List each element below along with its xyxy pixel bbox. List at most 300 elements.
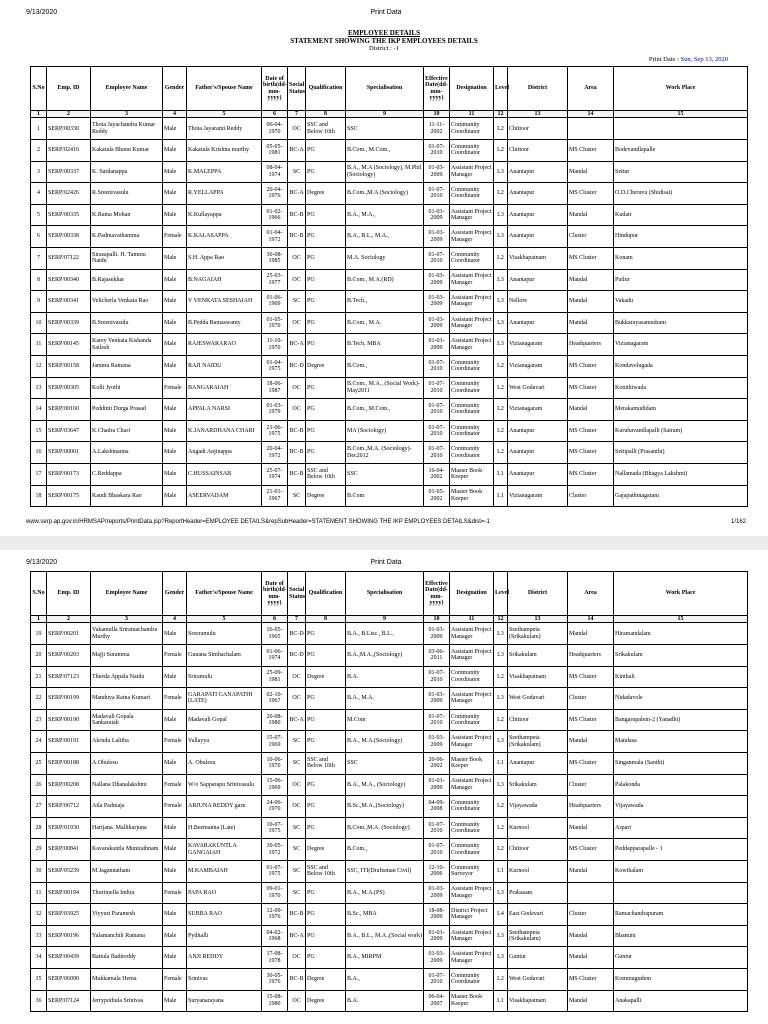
- table-cell: 09-01-1970: [262, 882, 288, 904]
- table-cell: [614, 118, 748, 140]
- table-row: [31, 709, 748, 731]
- table-cell: Degree: [306, 990, 346, 1012]
- table-cell: Male: [163, 420, 187, 442]
- table-cell: OC: [288, 399, 306, 421]
- table-cell: Hindupur: [614, 226, 748, 248]
- table-cell: BC-A: [288, 140, 306, 162]
- table-cell: 01-03-2009: [424, 925, 450, 947]
- table-cell: PG: [306, 709, 346, 731]
- table-cell: PG: [306, 140, 346, 162]
- table-cell: Community Coordinator: [450, 140, 494, 162]
- table-cell: SERP/07124: [47, 990, 91, 1012]
- column-header: Social Status: [288, 572, 306, 616]
- column-header: Work Place: [614, 67, 748, 111]
- table-cell: Bhamini: [614, 925, 748, 947]
- table-cell: SERP/00305: [47, 377, 91, 399]
- table-cell: SSC: [346, 463, 424, 485]
- table-cell: 01-03-2009: [424, 269, 450, 291]
- table-cell: SERP/06712: [47, 796, 91, 818]
- table-cell: L2: [494, 399, 508, 421]
- table-cell: Gunana Simhachalam: [187, 645, 262, 667]
- table-cell: B.Sc., MBA: [346, 904, 424, 926]
- table-cell: SERP/00341: [47, 291, 91, 313]
- table-cell: Male: [163, 442, 187, 464]
- table-cell: Peddinti Durga Prasad: [91, 399, 163, 421]
- table-cell: 01-06-1969: [262, 291, 288, 313]
- table-row: [31, 752, 748, 774]
- table-cell: SERP/00208: [47, 774, 91, 796]
- table-cell: Vijayawada: [614, 796, 748, 818]
- table-cell: SERP/00188: [47, 752, 91, 774]
- table-cell: 01-03-2009: [424, 334, 450, 356]
- table-cell: B.Tech, MBA: [346, 334, 424, 356]
- table-row: [31, 796, 748, 818]
- table-cell: Male: [163, 399, 187, 421]
- table-cell: Anantapur: [508, 752, 568, 774]
- table-cell: Srikakulam: [614, 645, 748, 667]
- table-cell: MS Cluster: [568, 140, 614, 162]
- column-number: 8: [306, 111, 346, 118]
- table-cell: Manduva Ratna Kumari: [91, 688, 163, 710]
- table-cell: 12: [31, 355, 47, 377]
- table-cell: 01-03-2009: [424, 774, 450, 796]
- table-cell: 18: [31, 485, 47, 507]
- table-cell: Bangarupalem-2 (Yanadhi): [614, 709, 748, 731]
- table-cell: Putlur: [614, 269, 748, 291]
- print-date-stamp: 9/13/2020: [26, 9, 58, 16]
- table-cell: 22: [31, 688, 47, 710]
- table-cell: Jerrypothula Srinivas: [91, 990, 163, 1012]
- column-header: Level: [494, 572, 508, 616]
- table-cell: Guntur: [508, 947, 568, 969]
- table-cell: Assistant Project Manager: [450, 291, 494, 313]
- table-cell: Velicherla Venkata Rao: [91, 291, 163, 313]
- table-cell: K.MALEPPA: [187, 161, 262, 183]
- table-cell: L1: [494, 463, 508, 485]
- table-cell: Male: [163, 666, 187, 688]
- table-cell: 01-04-1975: [262, 355, 288, 377]
- table-cell: [614, 882, 748, 904]
- table-cell: Master Book Keeper: [450, 752, 494, 774]
- table-cell: SC: [288, 817, 306, 839]
- table-cell: Degree: [306, 355, 346, 377]
- table-cell: BC-A: [288, 925, 306, 947]
- report-subtitle: STATEMENT SHOWING THE IKP EMPLOYEES DETAILS: [290, 37, 478, 45]
- table-cell: 25: [31, 752, 47, 774]
- column-number: 15: [614, 111, 748, 118]
- table-row: [31, 161, 748, 183]
- table-cell: Harijana. Mallikarjuna: [91, 817, 163, 839]
- table-cell: Male: [163, 247, 187, 269]
- column-header: Area: [568, 572, 614, 616]
- column-header: Effective Date(dd-mm-yyyy): [424, 572, 450, 616]
- table-cell: Angadi Anjinappa: [187, 442, 262, 464]
- table-cell: Assistant Project Manager: [450, 688, 494, 710]
- table-cell: Male: [163, 118, 187, 140]
- table-cell: Community Coordinator: [450, 399, 494, 421]
- table-cell: Female: [163, 645, 187, 667]
- table-row: [31, 925, 748, 947]
- table-cell: PG: [306, 925, 346, 947]
- table-cell: Cluster: [568, 904, 614, 926]
- table-cell: 28: [31, 817, 47, 839]
- table-cell: MS Cluster: [568, 247, 614, 269]
- table-cell: 11: [31, 334, 47, 356]
- table-cell: Degree: [306, 666, 346, 688]
- column-number: 1: [31, 111, 47, 118]
- table-cell: SERP/00439: [47, 947, 91, 969]
- table-cell: BC-B: [288, 204, 306, 226]
- table-cell: Male: [163, 860, 187, 882]
- table-cell: K.Kullayappa: [187, 204, 262, 226]
- column-header: S.No: [31, 67, 47, 111]
- table-cell: Male: [163, 817, 187, 839]
- table-cell: MS Cluster: [568, 377, 614, 399]
- column-number: 4: [163, 111, 187, 118]
- table-cell: S.H. Appa Rao: [187, 247, 262, 269]
- table-cell: Viyyuri Paramesh: [91, 904, 163, 926]
- page-footer: [26, 519, 746, 525]
- table-cell: Seethampeta (Srikakulam): [508, 623, 568, 645]
- table-cell: 15: [31, 420, 47, 442]
- table-cell: C.HUSSAINSAB: [187, 463, 262, 485]
- column-header: Specialisation: [346, 572, 424, 616]
- table-cell: L4: [494, 904, 508, 926]
- table-cell: Anantapur: [508, 161, 568, 183]
- table-cell: K.Padmavathamma: [91, 226, 163, 248]
- table-cell: W/o Sapparapu Srinivasulu: [187, 774, 262, 796]
- table-cell: B.Rajasekhar: [91, 269, 163, 291]
- table-cell: B.A.,: [346, 968, 424, 990]
- column-header: Gender: [163, 67, 187, 111]
- table-cell: SSC: [346, 118, 424, 140]
- table-cell: 13: [31, 377, 47, 399]
- table-cell: SSC: [346, 752, 424, 774]
- table-cell: Visakhapatnam: [508, 247, 568, 269]
- table-cell: L3: [494, 226, 508, 248]
- column-number: 4: [163, 616, 187, 623]
- table-cell: 30-05-1976: [262, 968, 288, 990]
- table-cell: Master Book Keeper: [450, 463, 494, 485]
- table-cell: SSC and Below 10th: [306, 752, 346, 774]
- table-cell: L1: [494, 752, 508, 774]
- table-cell: Male: [163, 839, 187, 861]
- table-cell: SERP/03647: [47, 420, 91, 442]
- table-cell: SERP/00201: [47, 623, 91, 645]
- table-cell: B.A., MIRPM: [346, 947, 424, 969]
- column-number: 11: [450, 616, 494, 623]
- table-cell: SERP/00175: [47, 485, 91, 507]
- table-cell: Settipalli (Prasanthi): [614, 442, 748, 464]
- table-cell: 7: [31, 247, 47, 269]
- column-number: 9: [346, 616, 424, 623]
- table-cell: L2: [494, 666, 508, 688]
- table-cell: 24: [31, 731, 47, 753]
- table-cell: L3: [494, 645, 508, 667]
- table-cell: Seethampeta (Srikakulam): [508, 925, 568, 947]
- table-cell: PG: [306, 420, 346, 442]
- table-cell: PG: [306, 817, 346, 839]
- print-date-value: Sun, Sep 13, 2020: [680, 56, 728, 63]
- table-cell: 34: [31, 947, 47, 969]
- table-row: [31, 904, 748, 926]
- column-number-row: [31, 616, 748, 623]
- table-cell: B.A., M.A.(Sociology): [346, 731, 424, 753]
- table-cell: 20: [31, 645, 47, 667]
- table-cell: 01-03-2009: [424, 291, 450, 313]
- table-cell: Chittoor: [508, 839, 568, 861]
- column-number: 14: [568, 111, 614, 118]
- table-cell: BC-B: [288, 463, 306, 485]
- table-cell: 31: [31, 882, 47, 904]
- table-cell: 23: [31, 709, 47, 731]
- table-cell: SERP/00339: [47, 312, 91, 334]
- table-cell: OC: [288, 774, 306, 796]
- column-header: S.No: [31, 572, 47, 616]
- table-cell: 08-04-1974: [262, 161, 288, 183]
- table-cell: PG: [306, 291, 346, 313]
- table-cell: Thota Jayarami Reddy: [187, 118, 262, 140]
- table-cell: Mandal: [568, 623, 614, 645]
- table-cell: 04-02-1968: [262, 925, 288, 947]
- table-cell: Male: [163, 355, 187, 377]
- table-cell: 01-04-1972: [262, 226, 288, 248]
- table-cell: MS Cluster: [568, 420, 614, 442]
- table-cell: M.Jagannatham: [91, 860, 163, 882]
- table-cell: Nallamada (Bhagya Lakshmi): [614, 463, 748, 485]
- table-cell: Assistant Project Manager: [450, 925, 494, 947]
- table-cell: B.Com.,: [346, 355, 424, 377]
- table-cell: Male: [163, 291, 187, 313]
- table-cell: M.Com: [346, 709, 424, 731]
- table-cell: B.A., M.A.(PS): [346, 882, 424, 904]
- table-cell: SERP/00330: [47, 118, 91, 140]
- table-cell: MS Cluster: [568, 183, 614, 205]
- table-cell: Degree: [306, 839, 346, 861]
- table-cell: 01-03-2009: [424, 161, 450, 183]
- print-date: [649, 56, 728, 63]
- table-cell: 26: [31, 774, 47, 796]
- table-cell: Male: [163, 904, 187, 926]
- table-cell: Male: [163, 463, 187, 485]
- table-cell: SERP/00001: [47, 442, 91, 464]
- table-cell: B.A., B.L., M.A.,(Social work): [346, 925, 424, 947]
- table-cell: 10-06-1970: [262, 752, 288, 774]
- table-cell: 01-07-2010: [424, 442, 450, 464]
- table-cell: MS Cluster: [568, 463, 614, 485]
- table-cell: 01-03-2009: [424, 623, 450, 645]
- table-row: [31, 377, 748, 399]
- table-cell: OC: [288, 796, 306, 818]
- table-cell: B.Com., M.Com.,: [346, 399, 424, 421]
- table-cell: 01-07-2010: [424, 968, 450, 990]
- print-title-2: Print Data: [370, 559, 402, 566]
- table-cell: V VENKATA SESHAIAH: [187, 291, 262, 313]
- table-cell: M.KAMBAIAH: [187, 860, 262, 882]
- table-cell: Cluster: [568, 485, 614, 507]
- table-row: [31, 990, 748, 1012]
- table-cell: Kudair: [614, 204, 748, 226]
- table-cell: Vakamulla Sriramachandra Murthy: [91, 623, 163, 645]
- table-cell: Nallana Dhanalakshmi: [91, 774, 163, 796]
- table-cell: Chittoor: [508, 118, 568, 140]
- table-cell: SERP/00338: [47, 226, 91, 248]
- table-cell: SC: [288, 485, 306, 507]
- table-cell: PG: [306, 947, 346, 969]
- table-cell: Palakonda: [614, 774, 748, 796]
- table-cell: 1: [31, 118, 47, 140]
- table-cell: Sriramulu: [187, 666, 262, 688]
- table-cell: OC: [288, 688, 306, 710]
- table-cell: L2: [494, 140, 508, 162]
- table-cell: Male: [163, 204, 187, 226]
- table-cell: SERP/00190: [47, 709, 91, 731]
- table-cell: Community Coordinator: [450, 709, 494, 731]
- table-cell: PG: [306, 204, 346, 226]
- table-cell: BC-A: [288, 334, 306, 356]
- table-cell: L3: [494, 204, 508, 226]
- table-cell: BC-B: [288, 442, 306, 464]
- table-cell: Vijayawada: [508, 796, 568, 818]
- table-cell: 15-06-1969: [262, 774, 288, 796]
- table-row: [31, 623, 748, 645]
- table-cell: H.Beemanna (Late): [187, 817, 262, 839]
- table-cell: SSC, ITI(Draftsman Civil): [346, 860, 424, 882]
- table-cell: Mandal: [568, 990, 614, 1012]
- table-cell: 01-07-2010: [424, 666, 450, 688]
- table-cell: K. Sardanappa: [91, 161, 163, 183]
- footer-url[interactable]: www.serp.ap.gov.in/HRMSAP/reports/PrintData.jsp?ReportHeader=EMPLOYEE DETAILS&repSubHeader=STATEMENT SHOWING THE IKP EMPLOYEES DETAILS&dist=-1: [26, 519, 490, 525]
- print-page-2: [0, 550, 768, 1024]
- column-number: 5: [187, 111, 262, 118]
- table-cell: Merakamudidam: [614, 399, 748, 421]
- table-cell: L2: [494, 377, 508, 399]
- table-cell: SERP/00335: [47, 204, 91, 226]
- table-cell: Assistant Project Manager: [450, 204, 494, 226]
- table-cell: Male: [163, 161, 187, 183]
- table-cell: B.Com.,M.A. (Sociology)- Dec2012: [346, 442, 424, 464]
- table-cell: L2: [494, 118, 508, 140]
- table-cell: L2: [494, 247, 508, 269]
- table-cell: 20-04-1976: [262, 183, 288, 205]
- table-cell: 15-08-1980: [262, 990, 288, 1012]
- table-cell: 17: [31, 463, 47, 485]
- column-header: Emp. ID: [47, 67, 91, 111]
- table-cell: Assistant Project Manager: [450, 882, 494, 904]
- table-cell: 01-07-2010: [424, 377, 450, 399]
- table-cell: 06-04-2007: [424, 990, 450, 1012]
- table-cell: L2: [494, 355, 508, 377]
- table-cell: 05-05-1981: [262, 140, 288, 162]
- table-row: [31, 291, 748, 313]
- table-cell: Ramachandrapuram: [614, 904, 748, 926]
- table-cell: PG: [306, 226, 346, 248]
- table-cell: Gajapathinagaram: [614, 485, 748, 507]
- table-cell: Battula Badireddy: [91, 947, 163, 969]
- table-cell: Male: [163, 183, 187, 205]
- table-cell: L3: [494, 774, 508, 796]
- print-date-label: Print Date :: [648, 56, 681, 63]
- table-cell: SERP/02416: [47, 140, 91, 162]
- table-cell: Vallayya: [187, 731, 262, 753]
- table-cell: L1: [494, 485, 508, 507]
- column-number: 14: [568, 616, 614, 623]
- column-number: 6: [262, 616, 288, 623]
- table-cell: B.Com.,M.A. (Sociology): [346, 817, 424, 839]
- table-cell: KAVARAKUNTLA GANGAIAH: [187, 839, 262, 861]
- table-cell: Community Coordinator: [450, 666, 494, 688]
- table-cell: 01-05-1970: [262, 312, 288, 334]
- table-cell: 01-07-2010: [424, 140, 450, 162]
- column-header: Qualification: [306, 572, 346, 616]
- report-district: District : -1: [369, 45, 399, 52]
- column-header: Area: [568, 67, 614, 111]
- table-cell: SERP/00203: [47, 645, 91, 667]
- print-title: Print Data: [370, 9, 402, 16]
- column-number-row: [31, 111, 748, 118]
- table-row: [31, 839, 748, 861]
- table-cell: Kurubavandlapalli (Sairam): [614, 420, 748, 442]
- table-cell: 32: [31, 904, 47, 926]
- table-cell: Community Coordinator: [450, 796, 494, 818]
- table-row: [31, 334, 748, 356]
- table-cell: B.Tech.,: [346, 291, 424, 313]
- table-cell: Assistant Project Manager: [450, 731, 494, 753]
- table-cell: B.A.: [346, 990, 424, 1012]
- table-cell: L3: [494, 161, 508, 183]
- table-cell: B.A., B.L., M.A.,: [346, 226, 424, 248]
- table-cell: B.Com., M.A.(RD): [346, 269, 424, 291]
- table-cell: PG: [306, 882, 346, 904]
- table-cell: Female: [163, 226, 187, 248]
- column-header: District: [508, 572, 568, 616]
- table-cell: OC: [288, 377, 306, 399]
- table-cell: Kakarala Krishna murthy: [187, 140, 262, 162]
- table-cell: Kurnool: [508, 860, 568, 882]
- table-cell: Assistant Project Manager: [450, 334, 494, 356]
- table-cell: 01-03-2009: [424, 226, 450, 248]
- column-number: 3: [91, 616, 163, 623]
- table-cell: Suryanarayana: [187, 990, 262, 1012]
- table-cell: Jammu Ramana: [91, 355, 163, 377]
- table-cell: Seethampeta (Srikakulam): [508, 731, 568, 753]
- column-number: 3: [91, 111, 163, 118]
- table-cell: K.Rama Mohan: [91, 204, 163, 226]
- table-cell: Srinivas: [187, 968, 262, 990]
- table-cell: 27: [31, 796, 47, 818]
- table-cell: Mandal: [568, 817, 614, 839]
- table-cell: Mandal: [568, 204, 614, 226]
- table-cell: Majji Suramma: [91, 645, 163, 667]
- table-cell: 11-10-1970: [262, 334, 288, 356]
- table-cell: Master Book Keeper: [450, 485, 494, 507]
- column-number: 7: [288, 111, 306, 118]
- table-cell: L3: [494, 623, 508, 645]
- table-cell: Cluster: [568, 774, 614, 796]
- table-cell: MS Cluster: [568, 666, 614, 688]
- table-cell: Assistant Project Manager: [450, 645, 494, 667]
- employee-table-page-2: [30, 571, 748, 1012]
- table-cell: Community Coordinator: [450, 377, 494, 399]
- table-cell: B.Com: [346, 485, 424, 507]
- table-cell: B.Com., M.A.: [346, 312, 424, 334]
- table-cell: K.JANARDHANA CHARI: [187, 420, 262, 442]
- table-cell: Female: [163, 731, 187, 753]
- column-number: 10: [424, 111, 450, 118]
- table-cell: Male: [163, 334, 187, 356]
- column-header: Gender: [163, 572, 187, 616]
- table-cell: Community Coordinator: [450, 442, 494, 464]
